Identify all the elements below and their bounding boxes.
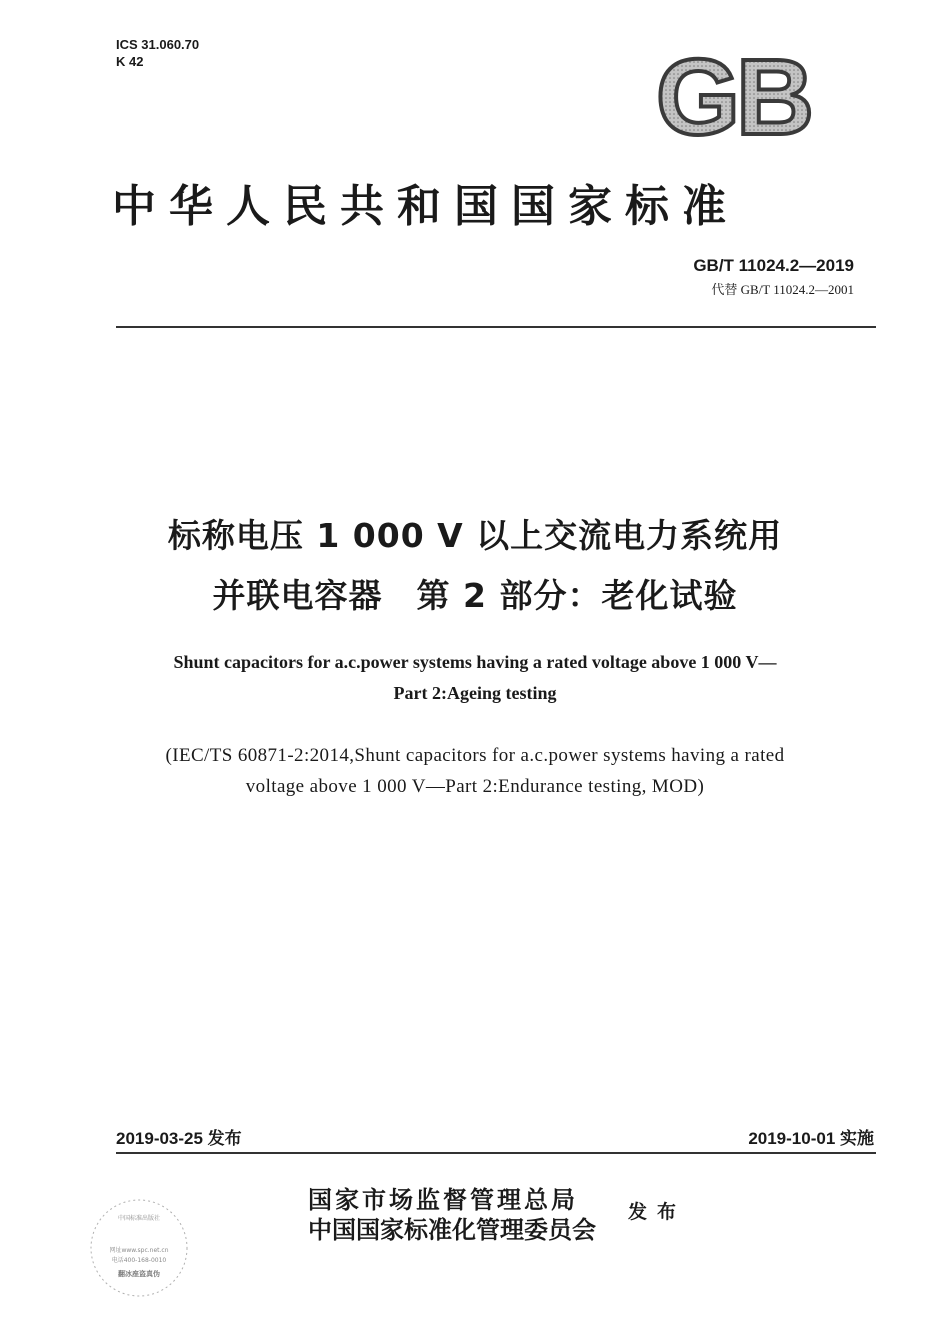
ics-block — [116, 36, 199, 70]
issuer-line2: 中国国家标准化管理委员会 — [308, 1215, 596, 1244]
stamp-line1: 网址www.spc.net.cn — [109, 1247, 169, 1254]
national-standard-title: 中华人民共和国国家标准 — [112, 181, 739, 232]
publisher-stamp — [84, 1196, 194, 1300]
stamp-line3: 翻冰座盗真伪 — [118, 1270, 160, 1278]
gb-logo — [640, 48, 826, 144]
title-en-line2: Part 2:Ageing testing — [393, 683, 557, 703]
issue-date: 2019-03-25 发布 — [116, 1129, 242, 1148]
title-cn-line2: 并联电容器 第 2 部分：老化试验 — [212, 576, 738, 615]
title-cn-line1: 标称电压 1 000 V 以上交流电力系统用 — [167, 516, 783, 555]
standard-number: GB/T 11024.2—2019 — [693, 256, 854, 275]
release-label: 发布 — [628, 1201, 687, 1223]
implementation-date: 2019-10-01 实施 — [748, 1129, 874, 1148]
stamp-ring-text: 中国标准出版社 — [117, 1215, 161, 1222]
gb-logo-text: GB — [656, 48, 810, 144]
replaces-standard: 代替 GB/T 11024.2—2001 — [711, 282, 854, 297]
title-en-line1: Shunt capacitors for a.c.power systems having a rated voltage above 1 000 V— — [173, 652, 777, 672]
category-code: K 42 — [116, 54, 144, 69]
ics-code: ICS 31.060.70 — [116, 37, 200, 52]
top-divider — [116, 326, 876, 328]
issuer-line1: 国家市场监督管理总局 — [308, 1185, 578, 1214]
iec-reference-line2: voltage above 1 000 V—Part 2:Endurance testing, MOD) — [245, 776, 705, 797]
iec-reference-line1: (IEC/TS 60871-2:2014,Shunt capacitors for a.c.power systems having a rated — [165, 745, 785, 766]
stamp-line2: 电话400-168-0010 — [111, 1257, 167, 1264]
bottom-divider — [116, 1152, 876, 1154]
